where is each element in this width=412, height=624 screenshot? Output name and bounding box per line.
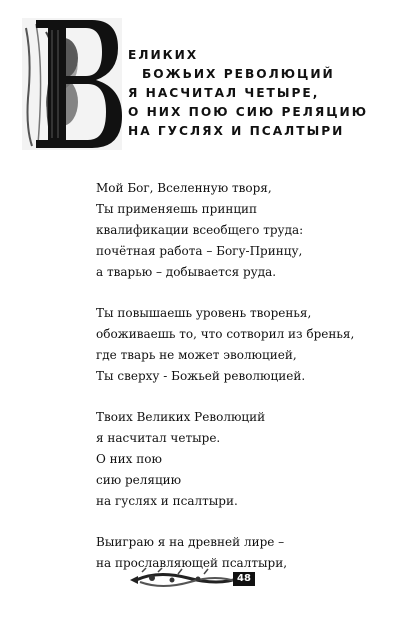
poem-line: Мой Бог, Вселенную творя, (96, 181, 272, 195)
stanza (96, 303, 396, 387)
poem-line: где тварь не может эволюцией, (96, 348, 297, 362)
poem-line: О них пою (96, 452, 162, 466)
headline (128, 46, 398, 141)
poem-body (96, 178, 396, 594)
decorative-dropcap (22, 18, 122, 150)
page-number: 48 (233, 572, 255, 586)
poem-line: Ты применяешь принцип (96, 202, 258, 216)
poem-line: я насчитал четыре. (96, 431, 221, 445)
headline-line: Я НАСЧИТАЛ ЧЕТЫРЕ, (128, 86, 320, 100)
stanza (96, 407, 396, 512)
poem-line: почётная работа – Богу-Принцу, (96, 244, 303, 258)
poem-line: на гуслях и псалтыри. (96, 494, 238, 508)
headline-line: О НИХ ПОЮ СИЮ РЕЛЯЦИЮ (128, 105, 369, 119)
headline-line: ЕЛИКИХ (128, 48, 199, 62)
poem-line: на прославляющей псалтыри, (96, 556, 288, 570)
stanza (96, 178, 396, 283)
dropcap-letter (22, 18, 122, 150)
poem-line: Ты сверху - Божьей революцией. (96, 369, 306, 383)
poem-line: квалификации всеобщего труда: (96, 223, 304, 237)
poem-line: Твоих Великих Революций (96, 410, 266, 424)
headline-line: НА ГУСЛЯХ И ПСАЛТЫРИ (128, 124, 345, 138)
poem-line: Выиграю я на древней лире – (96, 535, 285, 549)
poem-line: обоживаешь то, что сотворил из бренья, (96, 327, 355, 341)
headline-line: БОЖЬИХ РЕВОЛЮЦИЙ (142, 67, 335, 81)
poem-line: сию реляцию (96, 473, 182, 487)
poem-line: Ты повышаешь уровень творенья, (96, 306, 312, 320)
footer-ornament-icon (128, 566, 248, 592)
poem-line: а тварью – добывается руда. (96, 265, 277, 279)
